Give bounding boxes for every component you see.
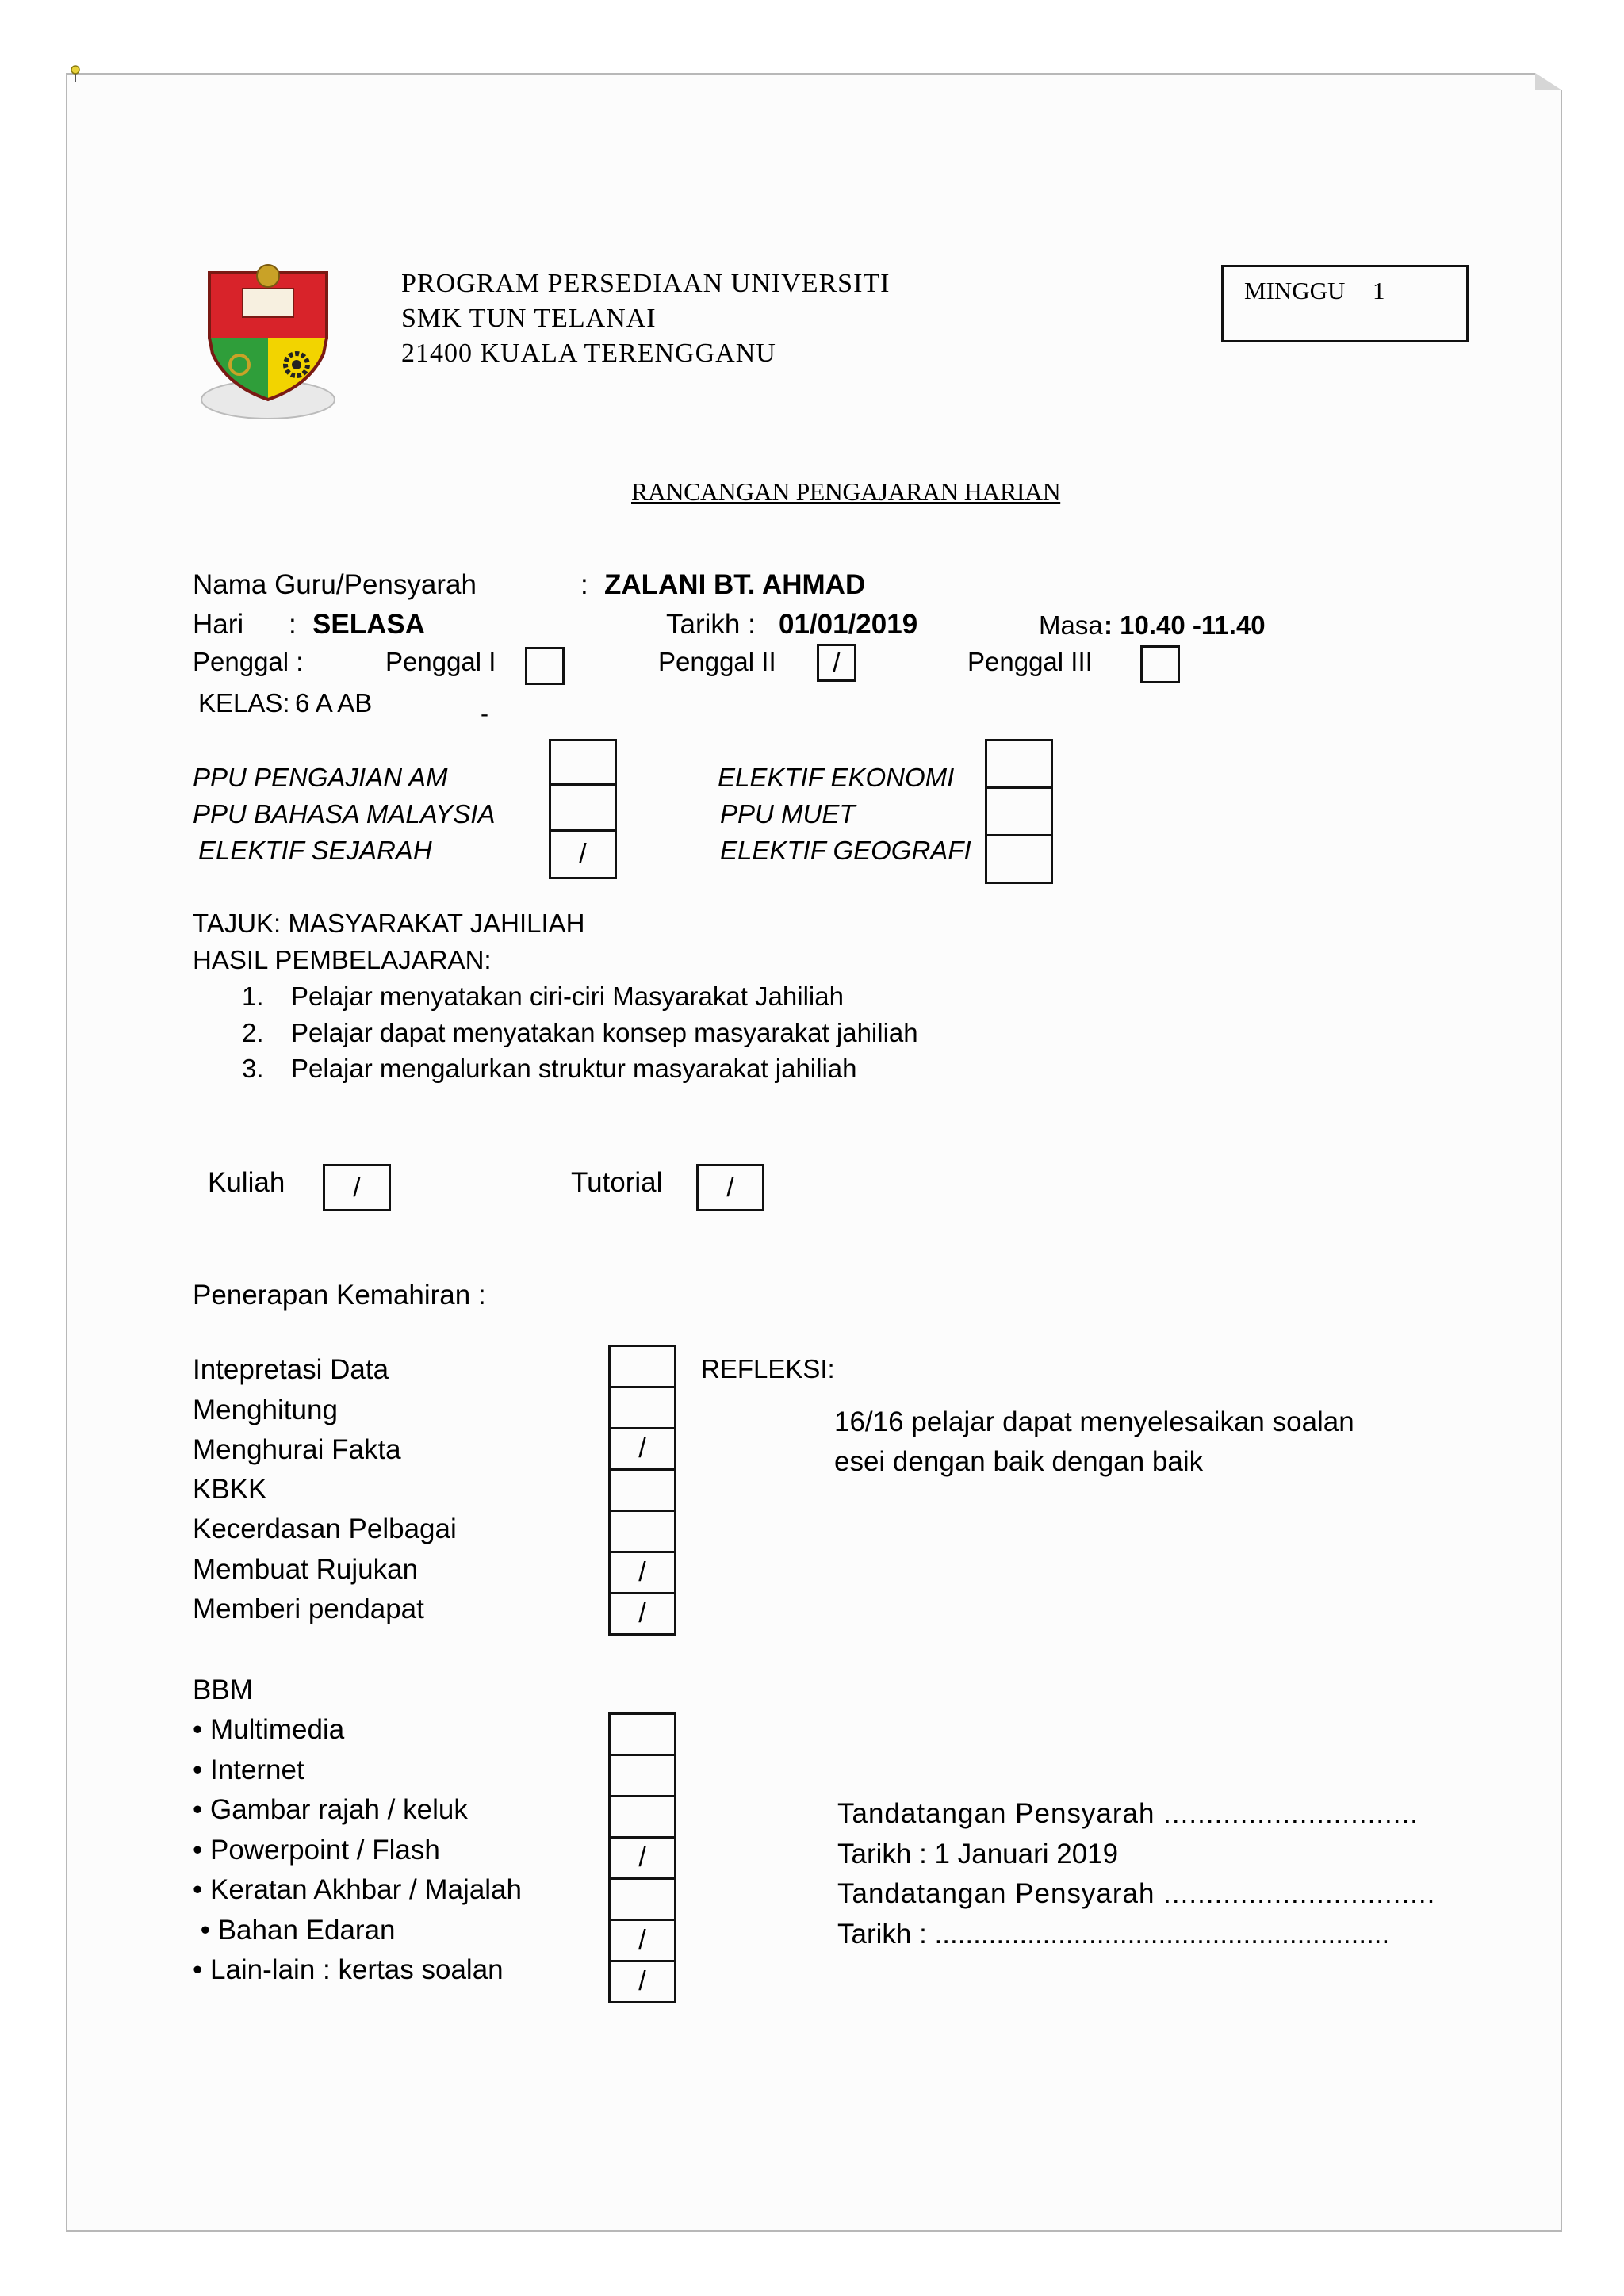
bbm-item: • Gambar rajah / keluk: [193, 1794, 468, 1825]
outcome-number: 3.: [242, 1054, 264, 1083]
class-value: 6 A AB: [295, 688, 373, 718]
school-logo: [195, 258, 341, 422]
day-label: Hari: [193, 609, 244, 640]
lecture-checkbox[interactable]: /: [323, 1164, 391, 1211]
subject-bahasa-malaysia: PPU BAHASA MALAYSIA: [193, 799, 496, 828]
day-value: SELASA: [312, 609, 425, 640]
program-name: PROGRAM PERSEDIAAN UNIVERSITI: [401, 269, 891, 298]
week-value: 1: [1373, 277, 1385, 304]
bbm-item: • Keratan Akhbar / Majalah: [193, 1874, 522, 1905]
week-label: MINGGU: [1244, 277, 1346, 304]
term-3-label: Penggal III: [967, 647, 1093, 676]
topic: TAJUK: MASYARAKAT JAHILIAH: [193, 909, 585, 938]
subject-sejarah: ELEKTIF SEJARAH: [198, 836, 432, 865]
signature-line-2: Tandatangan Pensyarah ................................: [837, 1878, 1436, 1909]
bbm-item: • Multimedia: [193, 1714, 345, 1745]
signature-line-1: Tandatangan Pensyarah ..............................: [837, 1798, 1419, 1829]
term-label: Penggal :: [193, 647, 304, 676]
reflection-line-2: esei dengan baik dengan baik: [834, 1446, 1204, 1477]
term-1-checkbox[interactable]: [525, 647, 565, 685]
bbm-checkbox[interactable]: [611, 1880, 674, 1921]
subject-ekonomi-checkbox[interactable]: [987, 741, 1051, 789]
skills-heading: Penerapan Kemahiran :: [193, 1280, 486, 1311]
skill-label: Intepretasi Data: [193, 1354, 389, 1385]
class-label: KELAS:: [198, 688, 290, 718]
skill-label: Menghurai Fakta: [193, 1434, 401, 1465]
signature-date-2: Tarikh : ...........................................................: [837, 1919, 1390, 1950]
subject-pengajian-am-checkbox[interactable]: [551, 741, 615, 786]
skill-label: Kecerdasan Pelbagai: [193, 1513, 457, 1544]
signature-date-1: Tarikh : 1 Januari 2019: [837, 1839, 1119, 1869]
skill-checkbox[interactable]: /: [611, 1594, 674, 1636]
subject-muet: PPU MUET: [720, 799, 856, 828]
outcomes-heading: HASIL PEMBELAJARAN:: [193, 945, 492, 974]
subject-geografi-checkbox[interactable]: [987, 836, 1051, 884]
reflection-line-1: 16/16 pelajar dapat menyelesaikan soalan: [834, 1406, 1354, 1437]
skill-checkbox[interactable]: [611, 1471, 674, 1512]
skill-label: Memberi pendapat: [193, 1594, 424, 1624]
stray-mark: -: [481, 701, 488, 727]
skill-checkbox[interactable]: /: [611, 1553, 674, 1594]
term-2-label: Penggal II: [658, 647, 776, 676]
teacher-label: Nama Guru/Pensyarah: [193, 569, 477, 600]
school-address: 21400 KUALA TERENGGANU: [401, 339, 776, 368]
outcome-text: Pelajar mengalurkan struktur masyarakat jahiliah: [291, 1054, 857, 1083]
subject-ekonomi: ELEKTIF EKONOMI: [718, 763, 955, 792]
skill-checkbox[interactable]: [611, 1388, 674, 1429]
skill-label: Membuat Rujukan: [193, 1554, 419, 1585]
bbm-item: • Bahan Edaran: [193, 1915, 396, 1946]
subject-geografi: ELEKTIF GEOGRAFI: [720, 836, 971, 865]
bbm-checkbox[interactable]: /: [611, 1921, 674, 1962]
bbm-checkbox[interactable]: [611, 1756, 674, 1797]
skill-checkbox[interactable]: [611, 1347, 674, 1388]
bbm-item: • Internet: [193, 1755, 304, 1785]
skill-checkbox[interactable]: /: [611, 1429, 674, 1471]
document-title: RANCANGAN PENGAJARAN HARIAN: [631, 477, 1061, 506]
bbm-item: • Lain-lain : kertas soalan: [193, 1954, 504, 1985]
bbm-item: • Powerpoint / Flash: [193, 1835, 440, 1866]
bbm-heading: BBM: [193, 1674, 253, 1705]
outcome-text: Pelajar menyatakan ciri-ciri Masyarakat Jahiliah: [291, 982, 844, 1011]
skill-checkbox[interactable]: [611, 1512, 674, 1553]
reflection-label: REFLEKSI:: [701, 1354, 835, 1383]
subjects-left-checkboxes: [549, 739, 617, 879]
time-label: Masa: [1039, 610, 1103, 640]
tutorial-checkbox[interactable]: /: [696, 1164, 764, 1211]
bbm-checkbox[interactable]: [611, 1797, 674, 1839]
term-3-checkbox[interactable]: [1140, 645, 1180, 683]
subject-bahasa-malaysia-checkbox[interactable]: [551, 786, 615, 832]
date-label: Tarikh :: [666, 609, 756, 640]
date-value: 01/01/2019: [779, 609, 918, 640]
skills-checkboxes: [608, 1345, 676, 1636]
subject-pengajian-am: PPU PENGAJIAN AM: [193, 763, 448, 792]
pushpin-icon: [70, 65, 81, 82]
outcome-number: 1.: [242, 982, 264, 1011]
term-1-label: Penggal I: [385, 647, 496, 676]
term-2-checkbox[interactable]: /: [817, 644, 856, 682]
outcome-text: Pelajar dapat menyatakan konsep masyarakat jahiliah: [291, 1018, 918, 1047]
bbm-checkbox[interactable]: [611, 1715, 674, 1756]
skill-label: KBKK: [193, 1474, 267, 1505]
subject-sejarah-checkbox[interactable]: /: [551, 832, 615, 879]
school-name: SMK TUN TELANAI: [401, 304, 657, 333]
bbm-checkbox[interactable]: /: [611, 1839, 674, 1880]
teacher-name: ZALANI BT. AHMAD: [604, 569, 866, 600]
lecture-label: Kuliah: [208, 1167, 285, 1198]
day-colon: :: [289, 609, 297, 640]
tutorial-label: Tutorial: [571, 1167, 663, 1198]
week-box: [1221, 265, 1469, 342]
subject-muet-checkbox[interactable]: [987, 789, 1051, 836]
time-value: : 10.40 -11.40: [1104, 610, 1266, 640]
teacher-colon: :: [580, 569, 588, 600]
bbm-checkboxes: [608, 1712, 676, 2003]
skill-label: Menghitung: [193, 1395, 338, 1425]
subjects-right-checkboxes: [985, 739, 1053, 884]
bbm-checkbox[interactable]: /: [611, 1962, 674, 2003]
outcome-number: 2.: [242, 1018, 264, 1047]
page-fold-corner: [1535, 73, 1562, 90]
